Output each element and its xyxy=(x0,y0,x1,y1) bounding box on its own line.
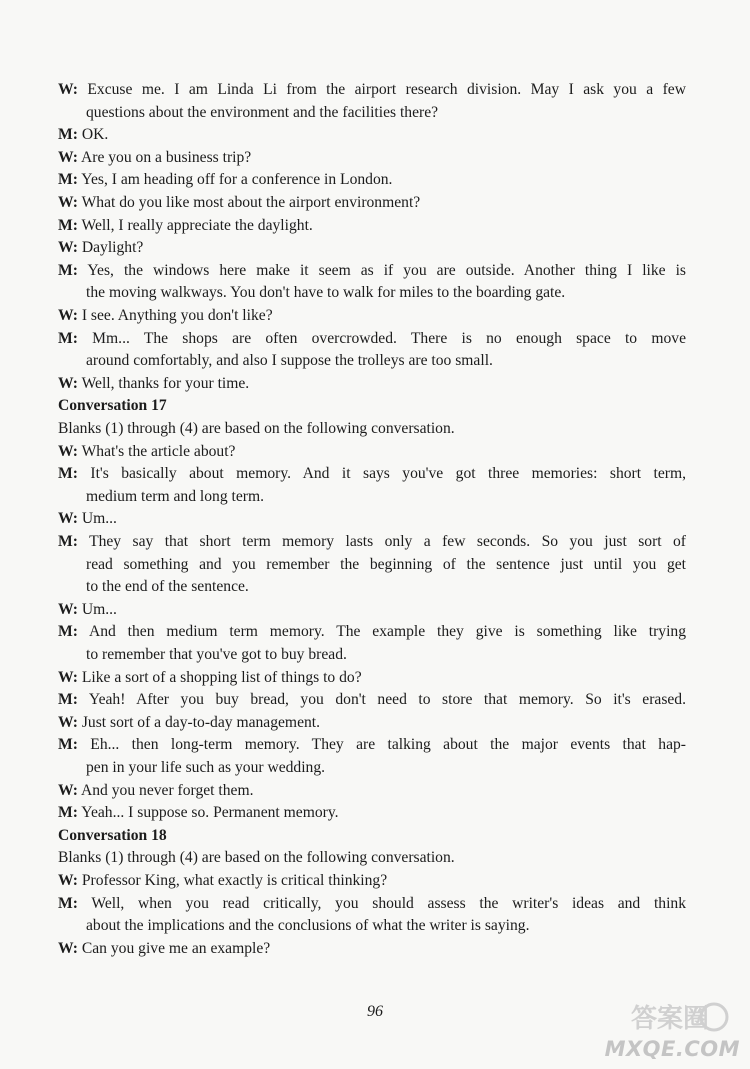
speaker-label: W: xyxy=(58,194,78,211)
line-text: What's the article about? xyxy=(81,442,236,460)
speaker-label: M: xyxy=(58,691,78,709)
speaker-label: W: xyxy=(58,668,78,686)
text-line xyxy=(86,486,686,508)
line-text: to remember that you've got to buy bread. xyxy=(86,646,347,663)
speaker-label: M: xyxy=(58,894,78,912)
section-heading: Conversation 17 xyxy=(58,397,167,415)
dialogue-line xyxy=(58,215,686,237)
dialogue-line xyxy=(58,192,686,214)
line-text: Yeah! After you buy bread, you don't need to store that memory. So it's erased. xyxy=(88,691,686,709)
text-line xyxy=(86,644,686,666)
watermark xyxy=(592,1001,742,1061)
dialogue-line xyxy=(58,260,686,282)
dialogue-line xyxy=(58,147,686,169)
line-text: Um... xyxy=(81,510,117,528)
watermark-logo-icon xyxy=(610,1001,730,1033)
speaker-label: W: xyxy=(58,374,78,392)
speaker-label: M: xyxy=(58,171,78,189)
speaker-label: M: xyxy=(58,736,78,754)
line-text: It's basically about memory. And it says you've got three memories: short term, xyxy=(90,465,686,483)
dialogue-line xyxy=(58,373,686,395)
speaker-label: M: xyxy=(58,623,78,641)
text-line xyxy=(58,847,686,869)
dialogue-line xyxy=(58,463,686,485)
line-text: Yes, the windows here make it seem as if you are outside. Another thing I like is xyxy=(87,261,686,279)
speaker-label: W: xyxy=(58,148,78,166)
speaker-label: M: xyxy=(58,465,78,483)
line-text: to the end of the sentence. xyxy=(86,578,249,596)
dialogue-line xyxy=(58,599,686,621)
speaker-label: W: xyxy=(58,81,78,98)
line-text: Blanks (1) through (4) are based on the following conversation. xyxy=(58,849,455,867)
line-text: about the implications and the conclusions of what the writer is saying. xyxy=(86,917,530,935)
line-text: Blanks (1) through (4) are based on the following conversation. xyxy=(58,420,455,437)
line-text: Yeah... I suppose so. Permanent memory. xyxy=(81,804,339,822)
dialogue-line xyxy=(58,621,686,643)
line-text: Can you give me an example? xyxy=(81,939,271,957)
speaker-label: M: xyxy=(58,216,78,234)
section-heading: Conversation 18 xyxy=(58,826,167,844)
dialogue-line xyxy=(58,780,686,802)
line-text: Daylight? xyxy=(81,239,144,257)
speaker-label: W: xyxy=(58,510,78,528)
speaker-label: M: xyxy=(58,261,78,279)
line-text: the moving walkways. You don't have to walk for miles to the boarding gate. xyxy=(86,284,566,302)
speaker-label: W: xyxy=(58,939,78,957)
dialogue-line xyxy=(58,124,686,146)
text-line xyxy=(86,350,686,372)
line-text: And you never forget them. xyxy=(80,781,254,799)
dialogue-line xyxy=(58,689,686,711)
dialogue-line xyxy=(58,508,686,530)
line-text: read something and you remember the beginning of the sentence just until you get xyxy=(86,555,686,573)
speaker-label: W: xyxy=(58,872,78,889)
line-text: Like a sort of a shopping list of things to do? xyxy=(81,668,362,686)
speaker-label: W: xyxy=(58,600,78,618)
text-line xyxy=(86,282,686,304)
dialogue-line xyxy=(58,870,686,892)
dialogue-line xyxy=(58,667,686,689)
dialogue-line xyxy=(58,734,686,756)
text-line xyxy=(86,915,686,937)
dialogue-line xyxy=(58,441,686,463)
dialogue-line xyxy=(58,169,686,191)
line-text: Excuse me. I am Linda Li from the airport research division. May I ask you a few xyxy=(87,81,686,98)
dialogue-line xyxy=(58,79,686,101)
speaker-label: M: xyxy=(58,804,78,822)
line-text: around comfortably, and also I suppose the trolleys are too small. xyxy=(86,352,493,370)
line-text: They say that short term memory lasts only a few seconds. So you just sort of xyxy=(89,533,686,550)
line-text: And then medium term memory. The example they give is something like trying xyxy=(88,623,687,641)
dialogue-line xyxy=(58,938,686,960)
line-text: questions about the environment and the facilities there? xyxy=(86,103,439,121)
line-text: What do you like most about the airport environment? xyxy=(81,194,421,211)
line-text: Are you on a business trip? xyxy=(80,148,252,166)
line-text: Mm... The shops are often overcrowded. There is no enough space to move xyxy=(92,329,686,347)
dialogue-line xyxy=(58,712,686,734)
speaker-label: M: xyxy=(58,329,78,347)
dialogue-line xyxy=(58,531,686,553)
dialogue-line xyxy=(58,237,686,259)
speaker-label: W: xyxy=(58,442,78,460)
line-text: OK. xyxy=(81,126,109,144)
speaker-label: W: xyxy=(58,307,78,324)
line-text: Well, I really appreciate the daylight. xyxy=(81,216,313,234)
dialogue-line xyxy=(58,305,686,327)
line-text: Eh... then long-term memory. They are talking about the major events that hap- xyxy=(90,736,686,754)
speaker-label: W: xyxy=(58,781,78,799)
line-text: I see. Anything you don't like? xyxy=(81,307,273,324)
dialogue-line xyxy=(58,328,686,350)
watermark-logo-text: 答案圈 xyxy=(630,1004,710,1033)
text-line xyxy=(86,102,686,124)
line-text: Yes, I am heading off for a conference in London. xyxy=(81,171,393,189)
text-line xyxy=(86,757,686,779)
text-line xyxy=(86,576,686,598)
line-text: medium term and long term. xyxy=(86,487,264,505)
text-line xyxy=(58,418,686,440)
line-text: Just sort of a day-to-day management. xyxy=(81,713,321,731)
watermark-url: MXQE.COM xyxy=(604,1037,740,1061)
line-text: Um... xyxy=(81,600,117,618)
line-text: Professor King, what exactly is critical thinking? xyxy=(81,872,388,889)
speaker-label: W: xyxy=(58,239,78,257)
line-text: Well, when you read critically, you should assess the writer's ideas and think xyxy=(91,894,686,912)
dialogue-line xyxy=(58,802,686,824)
line-text: Well, thanks for your time. xyxy=(81,374,250,392)
dialogue-line xyxy=(58,893,686,915)
line-text: pen in your life such as your wedding. xyxy=(86,759,326,776)
text-line xyxy=(86,554,686,576)
page-number: 96 xyxy=(367,1003,383,1020)
speaker-label: M: xyxy=(58,126,78,144)
speaker-label: W: xyxy=(58,713,78,731)
speaker-label: M: xyxy=(58,533,78,550)
